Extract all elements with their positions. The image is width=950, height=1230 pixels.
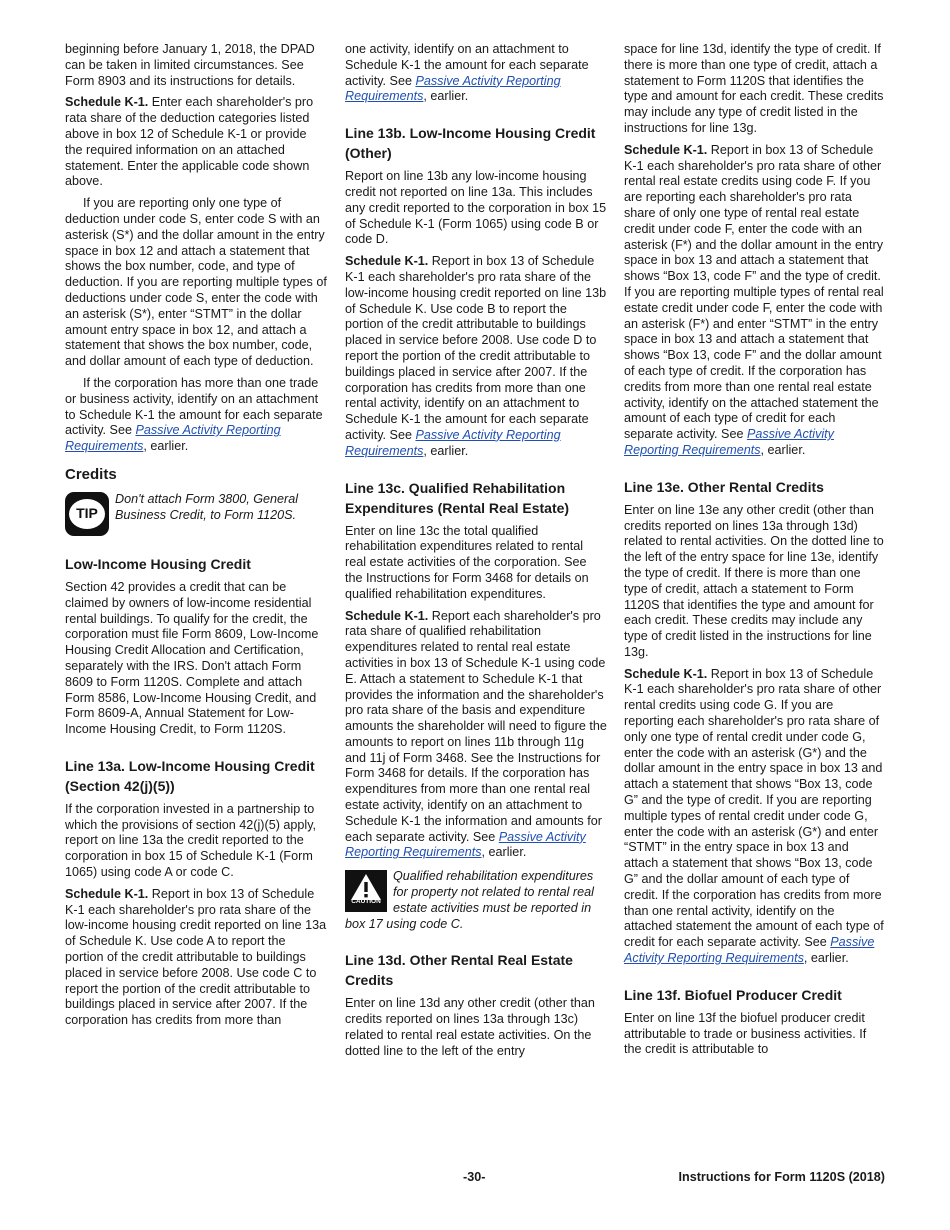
paragraph-text: , earlier. [143,439,189,454]
paragraph-text: , earlier. [760,442,806,457]
heading-line-13d: Line 13d. Other Rental Real Estate Credits [345,952,573,989]
column-2 [345,42,607,1066]
tip-icon [65,492,109,536]
tip-note [65,492,327,536]
paragraph: Enter on line 13c the total qualified rehabilitation expenditures related to rental real estate activities of the corporation. See the Instructions for Form 3468 for details on qualified rehabilitation expenditures. [345,523,589,601]
passive-activity-link[interactable]: Passive Activity Reporting Requirements [624,427,834,457]
run-in-heading: Schedule K-1. [624,666,708,681]
paragraph: If the corporation invested in a partnership to which the provisions of section 42(j)(5) apply, report on line 13a the credit reported to the corporation in box 15 of Schedule K-1 (Form 1065) using code A or code C. [65,801,317,880]
heading-low-income-housing-credit: Low-Income Housing Credit [65,555,251,572]
passive-activity-link[interactable]: Passive Activity Reporting Requirements [65,423,281,454]
heading-line-13f: Line 13f. Biofuel Producer Credit [624,986,842,1003]
paragraph-text: If the corporation has more than one trade or business activity, identify on an attachment to Schedule K-1 the amount for each separate activity. See [65,375,323,438]
paragraph [65,887,327,1029]
paragraph [65,376,327,455]
heading-line-13e: Line 13e. Other Rental Credits [624,478,824,495]
paragraph: Enter on line 13f the biofuel producer credit attributable to trade or business activities. If the credit is attributable to [624,1010,867,1057]
paragraph: If you are reporting only one type of deduction under code S, enter code S with an asterisk (S*) and the dollar amount in the entry space in box 12 and attach a statement that shows the box number, code, and type of deduction. If you are reporting multiple types of deductions under code S, enter the code with an asterisk (S*), enter “STMT” in the dollar amount entry space in box 12, and attach a statement that shows the box number, code, and dollar amount of each type of deduction. [65,196,327,369]
paragraph [624,667,886,967]
tip-text: Don't attach Form 3800, General Business Credit, to Form 1120S. [115,491,299,522]
paragraph: Enter on line 13d any other credit (other than credits reported on lines 13a through 13c) related to rental real estate activities. On the dotted line to the left of the entry [345,996,595,1058]
paragraph [624,143,886,459]
paragraph-text: Report in box 13 of Schedule K-1 each shareholder's pro rata share of the low-income housing credit reported on line 13b of Schedule K. Use code B to report the portion of the credit attributable to buildings placed in service before 2008. Use code D to report the portion of the credit attributable to buildings placed in service after 2007. If the corporation has credits from more than one rental activity, identify on an attachment to Schedule K-1 the amount for each separate activity. See [345,254,607,442]
paragraph-text: Enter each shareholder's pro rata share of the deduction categories listed above in box 12 of Schedule K-1 or provide the required information on an attached statement. Enter the applicable code shown above. [65,95,314,189]
caution-note [345,869,607,932]
run-in-heading: Schedule K-1. [624,142,708,157]
run-in-heading: Schedule K-1. [65,95,149,110]
paragraph-text: , earlier. [423,443,469,458]
passive-activity-link[interactable]: Passive Activity Reporting Requirements [345,73,561,104]
heading-line-13c: Line 13c. Qualified Rehabilitation Expenditures (Rental Real Estate) [345,479,570,516]
paragraph-text: Report in box 13 of Schedule K-1 each shareholder's pro rata share of other rental credits using code G. If you are reporting each shareholder's pro rata share of only one type of rental credit under code G, enter the code with an asterisk (G*) and the dollar amount in the entry space in box 13 and attach a statement that shows “Box 13, code G” and the type of credit. If you are reporting multiple types of rental credit under code G, enter the code with an asterisk (G*) and enter “STMT” in the entry space in box 13 and attach a statement that shows “Box 13, code G” and the dollar amount of each type of credit. If the corporation has credits from more than one rental activity, identify on the attached statement the amount of each type of credit for each separate activity. See [624,666,884,950]
column-3 [624,42,886,1064]
paragraph-text: Report in box 13 of Schedule K-1 each shareholder's pro rata share of other rental real estate credits using code F. If you are reporting each shareholder's pro rata share of only one type of rental real estate credit under code F, enter the code with an asterisk (F*) and the dollar amount in the entry space in box 13 and attach a statement that shows “Box 13, code F” and the type of credit. If you are reporting multiple types of rental real estate credit under code F, enter the code with an asterisk (F*) and enter “STMT” in the entry space in box 13 and attach a statement that shows “Box 13, code F” and the dollar amount of each type of credit. If the corporation has credits from more than one rental real estate activity, identify on the attached statement the amount of each type of credit for each separate activity. See [624,142,884,442]
caution-icon [345,870,387,912]
heading-line-13a: Line 13a. Low-Income Housing Credit (Section 42(j)(5)) [65,757,315,794]
paragraph-text: Report in box 13 of Schedule K-1 each shareholder's pro rata share of the low-income housing credit reported on line 13a of Schedule K. Use code A to report the portion of the credit attributable to buildings placed in service before 2008. Use code C to report the portion of the credit attributable to buildings placed in service after 2007. If the corporation has credits from more than [65,886,327,1028]
paragraph-text: one activity, identify on an attachment to Schedule K-1 the amount for each separate activity. See [345,42,589,88]
caution-label: CAUTION [351,898,381,906]
paragraph [345,254,607,459]
paragraph: Enter on line 13e any other credit (other than credits reported on lines 13a through 13d) related to rental activities. On the dotted line to the left of the entry space for line 13e, identify the type of credit. If there is more than one type of credit, attach a statement to Form 1120S that identifies the type and amount for each credit. These credits may include any type of credit listed in the instructions for line 13g. [624,502,884,659]
footer-document-title: Instructions for Form 1120S (2018) [678,1170,885,1184]
paragraph [65,95,327,190]
section-heading-credits: Credits [65,465,117,483]
column-1 [65,42,327,1035]
run-in-heading: Schedule K-1. [65,886,149,901]
paragraph: beginning before January 1, 2018, the DPAD can be taken in limited circumstances. See Form 8903 and its instructions for details. [65,42,315,88]
paragraph: Section 42 provides a credit that can be claimed by owners of low-income residential rental buildings. To qualify for the credit, the corporation must file Form 8609, Low-Income Housing Credit Allocation and Certification, separately with the IRS. Don't attach Form 8609 to Form 1120S. Complete and attach Form 8586, Low-Income Housing Credit, and Form 8609-A, Annual Statement for Low-Income Housing Credit, to Form 1120S. [65,579,319,737]
paragraph-text: , earlier. [423,89,469,104]
paragraph [345,42,607,105]
paragraph: Report on line 13b any low-income housing credit not reported on line 13a. This includes any credit reported to the corporation in box 15 of Schedule K-1 (Form 1065) using code B or code D. [345,169,607,247]
run-in-heading: Schedule K-1. [345,254,429,269]
caution-text: Qualified rehabilitation expenditures for property not related to rental real estate activities must be reported in box 17 using code C. [345,869,594,931]
paragraph-text: , earlier. [803,951,849,966]
passive-activity-link[interactable]: Passive Activity Reporting Requirements [624,935,875,966]
passive-activity-link[interactable]: Passive Activity Reporting Requirements [345,829,586,860]
heading-line-13b: Line 13b. Low-Income Housing Credit (Other) [345,125,596,162]
paragraph-text: , earlier. [481,845,527,860]
paragraph [345,609,607,862]
tip-label: TIP [69,499,105,529]
run-in-heading: Schedule K-1. [345,608,429,623]
page-number: -30- [463,1170,486,1184]
paragraph: space for line 13d, identify the type of credit. If there is more than one type of credit, attach a statement to Form 1120S that identifies the type and amount for each credit. These credits may include any type of credit listed in the instructions for line 13g. [624,42,884,135]
paragraph-text: Report each shareholder's pro rata share of qualified rehabilitation expenditures related to rental real estate activities in box 13 of Schedule K-1 using code E. Attach a statement to Schedule K-1 that provides the information and the shareholder's pro rata share of the basis and expenditure amounts the shareholder will need to figure the amounts to report on lines 11b through 11g and 11j of Form 3468. See the Instructions for Form 3468 for details. If the corporation has expenditures from more than one rental real estate activity, identify on an attachment to Schedule K-1 the information and amounts for each separate activity. See [345,608,607,844]
passive-activity-link[interactable]: Passive Activity Reporting Requirements [345,427,561,458]
